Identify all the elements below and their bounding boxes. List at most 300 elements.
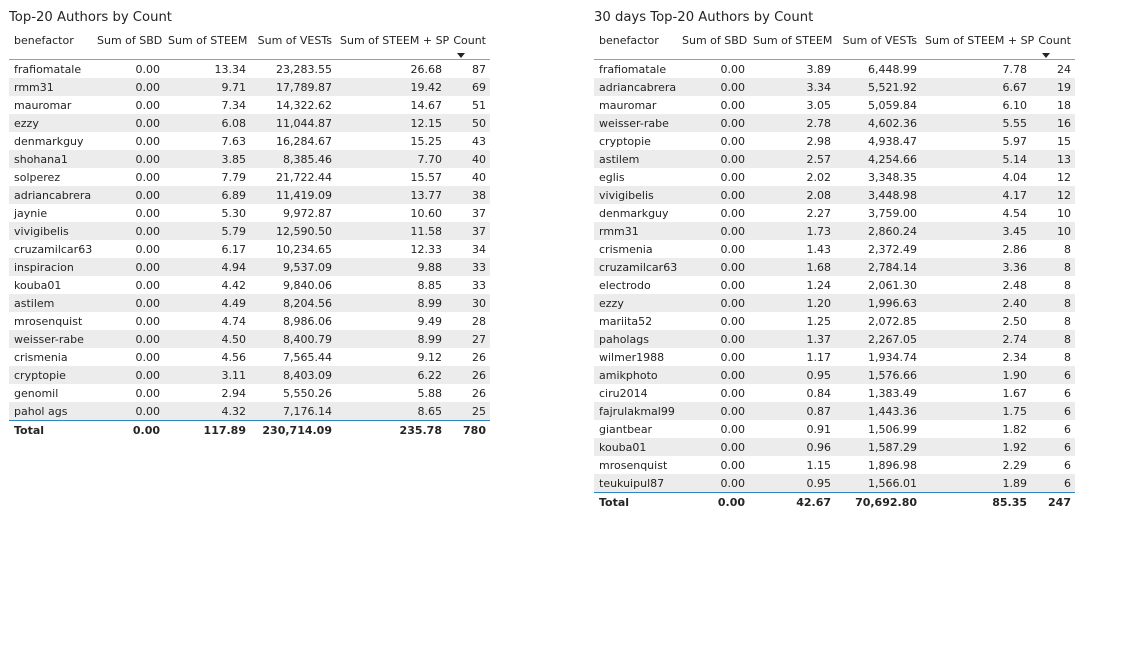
- cell-count: 18: [1057, 98, 1071, 112]
- cell-sum-of-steem: 4.32: [164, 402, 250, 421]
- cell-sum-of-vests: 1,896.98: [868, 458, 917, 472]
- cell-sum-of-sbd: 0.00: [678, 294, 749, 312]
- cell-sum-of-steem: 0.95: [749, 474, 835, 493]
- cell-sum-of-sbd: 0.00: [93, 402, 164, 421]
- cell-sum-of-steem-sp: 5.55: [921, 114, 1031, 132]
- cell-sum-of-sbd: 0.00: [720, 314, 745, 328]
- cell-benefactor: frafiomatale: [14, 62, 82, 76]
- cell-benefactor: inspiracion: [9, 258, 93, 276]
- cell-sum-of-steem: 0.96: [749, 438, 835, 456]
- table-row[interactable]: [594, 402, 1075, 420]
- cell-benefactor: mauromar: [14, 98, 72, 112]
- table-row[interactable]: [9, 222, 490, 240]
- cell-sum-of-steem-sp: 14.67: [410, 98, 442, 112]
- cell-sum-of-sbd: 0.00: [720, 242, 745, 256]
- cell-sum-of-vests: 2,267.05: [835, 330, 921, 348]
- cell-count: 8: [1064, 242, 1071, 256]
- table-row[interactable]: [594, 420, 1075, 438]
- cell-sum-of-vests: 6,448.99: [868, 62, 917, 76]
- cell-sum-of-steem: 0.95: [749, 366, 835, 384]
- cell-sum-of-steem-sp: 12.15: [336, 114, 446, 132]
- cell-count: 69: [446, 78, 490, 96]
- cell-count: 24: [1057, 62, 1071, 76]
- cell-sum-of-vests: 2,061.30: [868, 278, 917, 292]
- column-header-count-label: Count: [1038, 34, 1071, 47]
- cell-sum-of-vests: 1,383.49: [868, 386, 917, 400]
- cell-sum-of-sbd: 0.00: [678, 438, 749, 456]
- column-header-benefactor[interactable]: benefactor: [594, 31, 678, 60]
- cell-sum-of-steem: 2.02: [806, 170, 831, 184]
- sort-descending-icon: [1042, 53, 1050, 58]
- cell-sum-of-steem-sp: 1.67: [1002, 386, 1027, 400]
- cell-count: 38: [446, 186, 490, 204]
- cell-count: 6: [1064, 422, 1071, 436]
- cell-sum-of-steem: 2.57: [749, 150, 835, 168]
- cell-benefactor: rmm31: [9, 78, 93, 96]
- cell-sum-of-steem-sp: 4.54: [1002, 206, 1027, 220]
- column-header-sum-of-steem[interactable]: Sum of STEEM: [749, 31, 835, 60]
- table-row[interactable]: [9, 96, 490, 114]
- cell-sum-of-vests: 8,385.46: [250, 150, 336, 168]
- total-cell: 247: [1048, 495, 1071, 509]
- cell-count: 12: [1057, 170, 1071, 184]
- table-row[interactable]: [9, 294, 490, 312]
- table-row[interactable]: [9, 384, 490, 402]
- cell-sum-of-steem: 4.50: [164, 330, 250, 348]
- cell-sum-of-steem-sp: 1.89: [921, 474, 1031, 493]
- cell-benefactor: eglis: [599, 170, 625, 184]
- cell-sum-of-steem: 1.20: [749, 294, 835, 312]
- cell-count: 26: [472, 350, 486, 364]
- cell-sum-of-vests: 23,283.55: [276, 62, 332, 76]
- table-row[interactable]: [594, 96, 1075, 114]
- cell-benefactor: ezzy: [9, 114, 93, 132]
- cell-sum-of-steem-sp: 3.36: [921, 258, 1031, 276]
- cell-sum-of-sbd: 0.00: [93, 114, 164, 132]
- cell-count: 8: [1064, 278, 1071, 292]
- cell-sum-of-steem: 2.78: [749, 114, 835, 132]
- cell-sum-of-sbd: 0.00: [135, 386, 160, 400]
- cell-sum-of-sbd: 0.00: [720, 350, 745, 364]
- cell-sum-of-vests: 2,072.85: [868, 314, 917, 328]
- cell-sum-of-steem-sp: 5.88: [417, 386, 442, 400]
- cell-sum-of-steem-sp: 9.12: [417, 350, 442, 364]
- table-row[interactable]: [594, 204, 1075, 222]
- table-row[interactable]: [594, 312, 1075, 330]
- cell-sum-of-vests: 5,059.84: [868, 98, 917, 112]
- cell-sum-of-sbd: 0.00: [135, 206, 160, 220]
- cell-sum-of-steem-sp: 1.92: [921, 438, 1031, 456]
- cell-sum-of-steem: 1.68: [749, 258, 835, 276]
- table-row[interactable]: [594, 438, 1075, 456]
- cell-count: 26: [472, 386, 486, 400]
- 30-days-top20-authors-visual: [594, 9, 1075, 511]
- cell-sum-of-sbd: 0.00: [678, 222, 749, 240]
- cell-sum-of-steem: 1.17: [806, 350, 831, 364]
- cell-sum-of-steem-sp: 15.25: [410, 134, 442, 148]
- cell-sum-of-sbd: 0.00: [678, 78, 749, 96]
- cell-count: 10: [1057, 206, 1071, 220]
- table-row[interactable]: [594, 60, 1075, 79]
- table-row[interactable]: [9, 276, 490, 294]
- cell-count: 33: [472, 278, 486, 292]
- visual-title: 30 days Top-20 Authors by Count: [594, 10, 814, 25]
- cell-sum-of-steem: 1.73: [749, 222, 835, 240]
- cell-count: 37: [472, 206, 486, 220]
- table-row[interactable]: [9, 78, 490, 96]
- table-row[interactable]: [594, 240, 1075, 258]
- cell-benefactor: cruzamilcar63: [594, 258, 678, 276]
- cell-sum-of-steem-sp: 5.97: [1002, 134, 1027, 148]
- cell-benefactor: kouba01: [594, 438, 678, 456]
- cell-benefactor: shohana1: [9, 150, 93, 168]
- table-row[interactable]: [9, 330, 490, 348]
- cell-sum-of-sbd: 0.00: [720, 278, 745, 292]
- cell-sum-of-sbd: 0.00: [720, 98, 745, 112]
- cell-benefactor: ezzy: [594, 294, 678, 312]
- cell-sum-of-vests: 11,044.87: [250, 114, 336, 132]
- cell-count: 37: [446, 222, 490, 240]
- cell-benefactor: giantbear: [599, 422, 653, 436]
- cell-sum-of-steem-sp: 26.68: [410, 62, 442, 76]
- table-row[interactable]: [594, 150, 1075, 168]
- cell-benefactor: denmarkguy: [599, 206, 669, 220]
- cell-sum-of-sbd: 0.00: [135, 170, 160, 184]
- cell-sum-of-sbd: 0.00: [93, 258, 164, 276]
- table-row[interactable]: [9, 150, 490, 168]
- table-row[interactable]: [594, 168, 1075, 186]
- cell-sum-of-steem: 3.85: [164, 150, 250, 168]
- cell-sum-of-steem-sp: 11.58: [336, 222, 446, 240]
- total-cell: 780: [463, 423, 486, 437]
- cell-sum-of-steem-sp: 1.82: [1002, 422, 1027, 436]
- cell-sum-of-steem-sp: 6.67: [921, 78, 1031, 96]
- table-row[interactable]: [594, 366, 1075, 384]
- cell-benefactor: adriancabrera: [9, 186, 93, 204]
- cell-sum-of-sbd: 0.00: [720, 386, 745, 400]
- visual-title: Top-20 Authors by Count: [9, 10, 172, 25]
- cell-count: 15: [1057, 134, 1071, 148]
- cell-benefactor: vivigibelis: [594, 186, 678, 204]
- cell-count: 10: [1031, 222, 1075, 240]
- cell-sum-of-steem-sp: 15.57: [410, 170, 442, 184]
- table-row[interactable]: [594, 294, 1075, 312]
- total-cell: 117.89: [203, 423, 246, 437]
- cell-sum-of-steem: 13.34: [214, 62, 246, 76]
- cell-sum-of-sbd: 0.00: [720, 62, 745, 76]
- cell-sum-of-sbd: 0.00: [135, 62, 160, 76]
- cell-count: 40: [446, 150, 490, 168]
- cell-sum-of-sbd: 0.00: [678, 330, 749, 348]
- cell-sum-of-sbd: 0.00: [135, 314, 160, 328]
- cell-sum-of-steem: 4.56: [221, 350, 246, 364]
- 30-days-top20-authors-table: [594, 31, 1075, 511]
- cell-benefactor: vivigibelis: [9, 222, 93, 240]
- cell-benefactor: genomil: [14, 386, 59, 400]
- cell-benefactor: rmm31: [594, 222, 678, 240]
- table-row[interactable]: [594, 348, 1075, 366]
- column-header-sum-of-sbd[interactable]: Sum of SBD: [678, 31, 749, 60]
- cell-sum-of-steem-sp: 13.77: [336, 186, 446, 204]
- cell-sum-of-steem: 4.49: [164, 294, 250, 312]
- table-row[interactable]: [594, 114, 1075, 132]
- column-header-sum-of-steem-sp[interactable]: Sum of STEEM + SP: [336, 31, 446, 60]
- top20-authors-visual: [9, 9, 490, 439]
- cell-sum-of-steem-sp: 4.04: [1002, 170, 1027, 184]
- top20-authors-table: [9, 31, 490, 439]
- cell-benefactor: denmarkguy: [14, 134, 84, 148]
- cell-sum-of-vests: 17,789.87: [250, 78, 336, 96]
- cell-sum-of-vests: 3,448.98: [835, 186, 921, 204]
- cell-sum-of-steem: 3.34: [749, 78, 835, 96]
- cell-sum-of-steem: 4.42: [221, 278, 246, 292]
- table-row[interactable]: [594, 78, 1075, 96]
- cell-benefactor: solperez: [14, 170, 61, 184]
- cell-sum-of-steem: 3.89: [806, 62, 831, 76]
- cell-sum-of-sbd: 0.00: [135, 98, 160, 112]
- cell-sum-of-steem-sp: 9.88: [336, 258, 446, 276]
- cell-benefactor: weisser-rabe: [594, 114, 678, 132]
- cell-sum-of-sbd: 0.00: [93, 78, 164, 96]
- table-row[interactable]: [9, 60, 490, 79]
- table-row[interactable]: [9, 240, 490, 258]
- cell-count: 26: [446, 366, 490, 384]
- total-row: [594, 493, 1075, 512]
- cell-sum-of-sbd: 0.00: [720, 134, 745, 148]
- cell-sum-of-sbd: 0.00: [678, 258, 749, 276]
- cell-count: 27: [446, 330, 490, 348]
- total-cell: 235.78: [399, 423, 442, 437]
- cell-sum-of-steem-sp: 8.85: [417, 278, 442, 292]
- cell-sum-of-steem: 4.74: [221, 314, 246, 328]
- table-row[interactable]: [594, 258, 1075, 276]
- cell-benefactor: astilem: [594, 150, 678, 168]
- cell-sum-of-vests: 11,419.09: [250, 186, 336, 204]
- cell-sum-of-steem: 1.24: [806, 278, 831, 292]
- table-row[interactable]: [594, 456, 1075, 474]
- cell-sum-of-vests: 4,938.47: [868, 134, 917, 148]
- cell-sum-of-vests: 4,602.36: [835, 114, 921, 132]
- cell-sum-of-steem: 7.79: [221, 170, 246, 184]
- cell-benefactor: mariita52: [599, 314, 653, 328]
- cell-sum-of-vests: 14,322.62: [276, 98, 332, 112]
- total-cell: 70,692.80: [855, 495, 917, 509]
- cell-sum-of-steem-sp: 1.75: [921, 402, 1031, 420]
- cell-sum-of-vests: 5,550.26: [283, 386, 332, 400]
- cell-sum-of-steem: 5.30: [221, 206, 246, 220]
- cell-sum-of-steem-sp: 9.49: [417, 314, 442, 328]
- cell-count: 12: [1031, 186, 1075, 204]
- cell-benefactor: crismenia: [599, 242, 653, 256]
- table-row[interactable]: [594, 384, 1075, 402]
- cell-sum-of-steem-sp: 6.10: [1002, 98, 1027, 112]
- cell-benefactor: weisser-rabe: [9, 330, 93, 348]
- table-row[interactable]: [9, 204, 490, 222]
- header-row: [9, 31, 490, 60]
- cell-benefactor: amikphoto: [594, 366, 678, 384]
- cell-sum-of-vests: 7,565.44: [283, 350, 332, 364]
- cell-sum-of-vests: 4,254.66: [835, 150, 921, 168]
- table-row[interactable]: [594, 330, 1075, 348]
- cell-count: 50: [446, 114, 490, 132]
- cell-sum-of-steem-sp: 7.78: [1002, 62, 1027, 76]
- cell-sum-of-sbd: 0.00: [93, 294, 164, 312]
- cell-sum-of-sbd: 0.00: [720, 206, 745, 220]
- cell-sum-of-sbd: 0.00: [678, 474, 749, 493]
- cell-sum-of-vests: 1,443.36: [835, 402, 921, 420]
- column-header-sum-of-steem-sp[interactable]: Sum of STEEM + SP: [921, 31, 1031, 60]
- cell-sum-of-sbd: 0.00: [678, 402, 749, 420]
- table-row[interactable]: [594, 186, 1075, 204]
- column-header-sum-of-steem[interactable]: Sum of STEEM: [164, 31, 250, 60]
- cell-sum-of-vests: 8,204.56: [250, 294, 336, 312]
- cell-sum-of-sbd: 0.00: [93, 186, 164, 204]
- cell-count: 6: [1064, 458, 1071, 472]
- cell-sum-of-sbd: 0.00: [135, 278, 160, 292]
- cell-sum-of-steem: 7.34: [221, 98, 246, 112]
- cell-benefactor: electrodo: [599, 278, 651, 292]
- table-row[interactable]: [9, 366, 490, 384]
- cell-sum-of-steem-sp: 19.42: [336, 78, 446, 96]
- cell-sum-of-steem-sp: 2.74: [921, 330, 1031, 348]
- cell-sum-of-vests: 3,348.35: [868, 170, 917, 184]
- cell-sum-of-vests: 2,784.14: [835, 258, 921, 276]
- cell-benefactor: mrosenquist: [599, 458, 668, 472]
- table-row[interactable]: [9, 186, 490, 204]
- cell-count: 8: [1064, 350, 1071, 364]
- total-cell: 230,714.09: [262, 423, 332, 437]
- cell-sum-of-steem: 1.25: [806, 314, 831, 328]
- cell-benefactor: astilem: [9, 294, 93, 312]
- cell-sum-of-sbd: 0.00: [720, 458, 745, 472]
- cell-sum-of-vests: 9,972.87: [283, 206, 332, 220]
- total-cell: 85.35: [992, 495, 1027, 509]
- cell-benefactor: pahol ags: [9, 402, 93, 421]
- cell-sum-of-steem: 6.89: [164, 186, 250, 204]
- cell-sum-of-steem-sp: 7.70: [336, 150, 446, 168]
- header-row: [594, 31, 1075, 60]
- cell-benefactor: cryptopie: [9, 366, 93, 384]
- cell-sum-of-vests: 2,372.49: [868, 242, 917, 256]
- cell-count: 8: [1031, 258, 1075, 276]
- cell-sum-of-vests: 1,566.01: [835, 474, 921, 493]
- column-header-sum-of-vests[interactable]: Sum of VESTs: [835, 31, 921, 60]
- cell-count: 19: [1031, 78, 1075, 96]
- cell-sum-of-steem-sp: 5.14: [921, 150, 1031, 168]
- cell-sum-of-steem-sp: 2.50: [1002, 314, 1027, 328]
- column-header-sum-of-vests[interactable]: Sum of VESTs: [250, 31, 336, 60]
- cell-sum-of-sbd: 0.00: [678, 366, 749, 384]
- table-row[interactable]: [594, 222, 1075, 240]
- cell-sum-of-sbd: 0.00: [135, 134, 160, 148]
- cell-sum-of-vests: 1,506.99: [868, 422, 917, 436]
- cell-sum-of-sbd: 0.00: [720, 170, 745, 184]
- cell-sum-of-vests: 8,400.79: [250, 330, 336, 348]
- table-row[interactable]: [9, 402, 490, 421]
- column-header-count[interactable]: [1031, 31, 1075, 60]
- cell-sum-of-vests: 1,587.29: [835, 438, 921, 456]
- total-cell: 0.00: [717, 495, 745, 509]
- cell-benefactor: teukuipul87: [594, 474, 678, 493]
- column-header-count[interactable]: [446, 31, 490, 60]
- cell-sum-of-vests: 10,234.65: [276, 242, 332, 256]
- cell-sum-of-steem-sp: 2.48: [1002, 278, 1027, 292]
- total-cell: 42.67: [796, 495, 831, 509]
- cell-sum-of-steem-sp: 2.86: [1002, 242, 1027, 256]
- cell-sum-of-steem-sp: 3.45: [921, 222, 1031, 240]
- cell-sum-of-steem: 4.94: [164, 258, 250, 276]
- table-row[interactable]: [9, 312, 490, 330]
- total-cell: 0.00: [132, 423, 160, 437]
- cell-sum-of-steem-sp: 2.34: [1002, 350, 1027, 364]
- cell-sum-of-sbd: 0.00: [93, 222, 164, 240]
- table-row[interactable]: [594, 132, 1075, 150]
- cell-sum-of-sbd: 0.00: [720, 422, 745, 436]
- cell-sum-of-sbd: 0.00: [678, 114, 749, 132]
- cell-sum-of-sbd: 0.00: [93, 150, 164, 168]
- cell-count: 13: [1031, 150, 1075, 168]
- cell-sum-of-vests: 1,996.63: [835, 294, 921, 312]
- cell-sum-of-vests: 16,284.67: [276, 134, 332, 148]
- cell-sum-of-steem: 7.63: [221, 134, 246, 148]
- cell-sum-of-vests: 2,860.24: [835, 222, 921, 240]
- cell-sum-of-vests: 8,403.09: [250, 366, 336, 384]
- cell-sum-of-steem-sp: 12.33: [410, 242, 442, 256]
- cell-sum-of-steem: 1.15: [806, 458, 831, 472]
- cell-sum-of-steem-sp: 2.40: [921, 294, 1031, 312]
- table-row[interactable]: [594, 276, 1075, 294]
- cell-sum-of-steem: 0.91: [806, 422, 831, 436]
- cell-benefactor: jaynie: [14, 206, 48, 220]
- cell-count: 6: [1031, 438, 1075, 456]
- cell-sum-of-steem: 6.08: [164, 114, 250, 132]
- cell-sum-of-vests: 12,590.50: [250, 222, 336, 240]
- table-row[interactable]: [594, 474, 1075, 493]
- cell-count: 8: [1031, 294, 1075, 312]
- table-row[interactable]: [9, 132, 490, 150]
- cell-sum-of-vests: 7,176.14: [250, 402, 336, 421]
- cell-count: 25: [446, 402, 490, 421]
- column-header-count-label: Count: [453, 34, 486, 47]
- cell-sum-of-steem-sp: 8.99: [336, 330, 446, 348]
- cell-benefactor: ciru2014: [599, 386, 648, 400]
- table-row[interactable]: [9, 114, 490, 132]
- table-row[interactable]: [9, 348, 490, 366]
- cell-sum-of-steem-sp: 2.29: [1002, 458, 1027, 472]
- cell-sum-of-vests: 1,576.66: [835, 366, 921, 384]
- cell-sum-of-vests: 8,986.06: [283, 314, 332, 328]
- cell-sum-of-steem: 1.37: [749, 330, 835, 348]
- cell-sum-of-steem: 0.87: [749, 402, 835, 420]
- cell-count: 34: [472, 242, 486, 256]
- table-row[interactable]: [9, 258, 490, 276]
- table-row[interactable]: [9, 168, 490, 186]
- cell-benefactor: mauromar: [599, 98, 657, 112]
- column-header-benefactor[interactable]: benefactor: [9, 31, 93, 60]
- cell-benefactor: wilmer1988: [599, 350, 665, 364]
- sort-descending-icon: [457, 53, 465, 58]
- cell-benefactor: kouba01: [14, 278, 62, 292]
- column-header-sum-of-sbd[interactable]: Sum of SBD: [93, 31, 164, 60]
- cell-sum-of-vests: 3,759.00: [868, 206, 917, 220]
- cell-benefactor: cruzamilcar63: [14, 242, 93, 256]
- total-cell: Total: [14, 423, 45, 437]
- cell-count: 6: [1031, 402, 1075, 420]
- cell-sum-of-steem-sp: 8.99: [336, 294, 446, 312]
- cell-sum-of-steem: 3.05: [806, 98, 831, 112]
- cell-sum-of-steem-sp: 10.60: [410, 206, 442, 220]
- cell-sum-of-steem: 0.84: [806, 386, 831, 400]
